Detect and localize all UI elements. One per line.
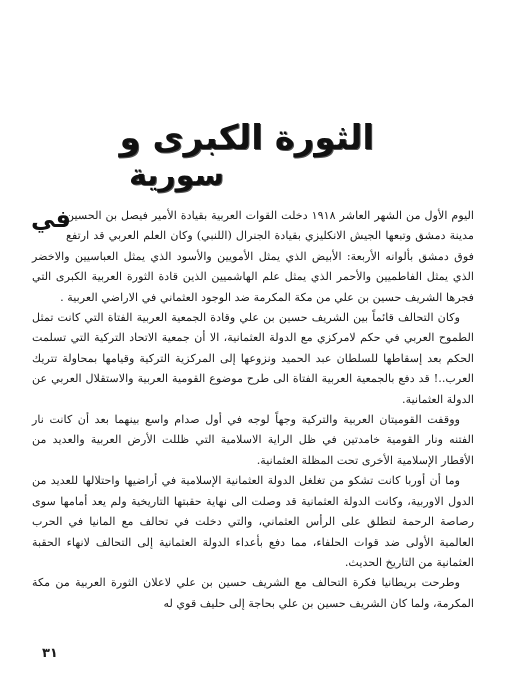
body-text	[32, 206, 474, 614]
drop-word: في	[31, 205, 71, 233]
paragraph-2: وكان التحالف قائماً بين الشريف حسين بن علي وقادة الجمعية العربية الفتاة التي كانت تمثل الطموح العربي في حكم لامركزي مع الدولة العثمانية، الا أن جمعية الاتحاد التركية التي تسلمت الحكم بعد إسقاطها للسلطان عبد الحميد ونزوعها إلى المركزية التركية وقيامها بمحاولة تتريك العرب..! قد دفع بالجمعية العربية الفتاة الى طرح موضوع القومية العربية والاستقلال العربي عن الدولة العثمانية.	[32, 311, 474, 406]
paragraph-5: وطرحت بريطانيا فكرة التحالف مع الشريف حسين بن علي لاعلان الثورة العربية من مكة المكرمة، ولما كان الشريف حسين بن علي بحاجة إلى حليف قوي له	[32, 576, 474, 610]
page-number: ٣١	[42, 646, 58, 661]
chapter-title-line-2: سورية	[128, 158, 224, 193]
paragraph-1: اليوم الأول من الشهر العاشر ١٩١٨ دخلت القوات العربية بقيادة الأمير فيصل بن الحسين مدينة دمشق وتبعها الجيش الانكليزي بقيادة الجنرال (اللنبي) وكان العلم العربي قد ارتفع فوق دمشق بألوانه الأربعة: الأبيض الذي يمثل الأمويين والأسود الذي يمثل العباسيين والاخضر الذي يمثل الفاطميين والأحمر الذي يمثل علم الهاشميين الذين قادة الثورة العربية الكبرى التي فجرها الشريف حسين بن علي من مكة المكرمة ضد الوجود العثماني في الاراضي العربية .	[32, 206, 474, 308]
chapter-title-line-1: الثورة الكبرى و	[119, 118, 374, 158]
paragraph-3: ووقفت القوميتان العربية والتركية وجهاً لوجه في أول صدام واسع بينهما بعد أن كانت نار الفتنه ونار القومية خامدتين في ظل الراية الاسلامية التي ظللت الأرض العربية والعديد من الأقطار الإسلامية الأخرى تحت المظلة العثمانية.	[32, 413, 474, 467]
chapter-title	[114, 118, 374, 194]
drop-word-spacer	[32, 206, 66, 244]
paragraph-4: وما أن أوربا كانت تشكو من تغلغل الدولة العثمانية الإسلامية في أراضيها واحتلالها للعديد من الدول الاوربية، وكانت الدولة العثمانية قد وصلت الى نهاية حقبتها التاريخية ولم يعد أمامها سوى رصاصة الرحمة لتطلق على الرأس العثماني، والتي دخلت في تحالف مع المانيا في الحرب العالمية الأولى ضد قوات الحلفاء، مما دفع بأعداء الدولة العثمانية إلى التحالف لانهاء الحقبة العثمانية من التاريخ الحديث.	[32, 474, 474, 569]
